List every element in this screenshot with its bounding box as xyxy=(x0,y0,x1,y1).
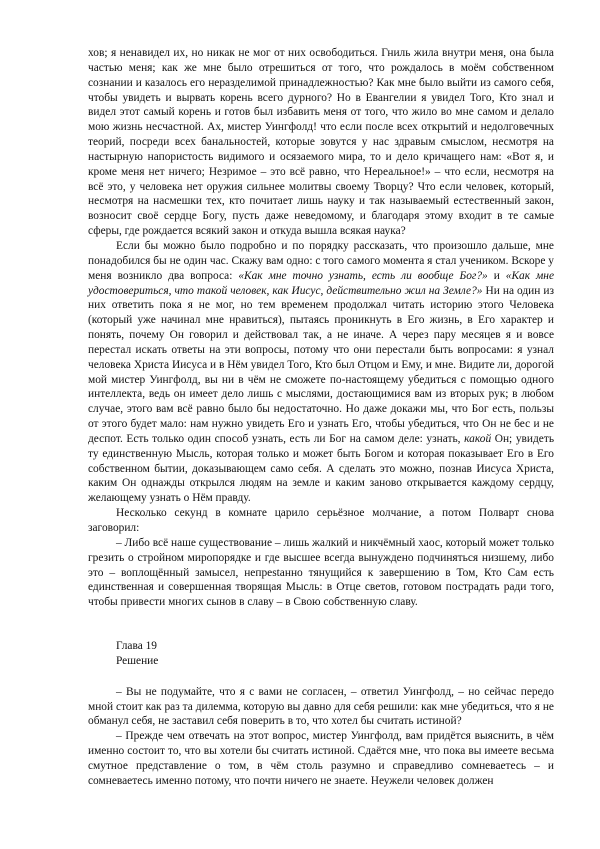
question-god-exists: «Как мне точно узнать, есть ли вообще Бог?» xyxy=(238,269,488,282)
chapter-number: Глава 19 xyxy=(116,640,157,653)
paragraph-text: Он; увидеть ту единственную Мысль, которая только и может быть Богом и которая показывает Его в Его собственном бытии, доказывающем само себя. А сделать это можно, познав Иисуса Христа, каким Он однажды открылся людям на земле и каким заново открывается каждому сердцу, желающему узнать о Нём правду. xyxy=(88,432,555,505)
paragraph-text: Если бы можно было подробно и по порядку рассказать, что произошло дальше, мне понадобился бы не один час. Скажу вам одно: с того самого момента я стал учеником. Вскоре у меня возникло два вопроса: xyxy=(88,239,554,282)
chapter-heading xyxy=(88,639,554,669)
paragraph-polwarth-answer: – Прежде чем отвечать на этот вопрос, мистер Уингфолд, вам придётся выяснить, в чём именно состоит то, что вы хотели бы считать истиной. Сдаётся мне, что пока вы имеете весьма смутное представление о том, в чём столь разумно и справедливо сомневаетесь – и сомневаетесь именно потому, что почти ничего не знаете. Неужели человек должен xyxy=(88,730,554,787)
paragraph-discipleship xyxy=(88,239,554,506)
document-page xyxy=(88,46,554,789)
paragraph-wingfold-reply: – Вы не подумайте, что я с вами не согласен, – ответил Уингфолд, – но сейчас передо мной стоит как раз та дилемма, которую вы давно для себя решили: как мне убедиться, что я не обманул себя, не заставил себя поверить в то, что хотел бы считать истиной? xyxy=(88,685,554,728)
paragraph-polwarth-speech: – Либо всё наше существование – лишь жалкий и никчёмный хаос, который может только грезить о стройном миропорядке и где высшее всегда вынуждено подчиняться низшему, либо это – воплощённый замысел, непреstанно тянущийся к завершению в Том, Кто Сам есть единственная и совершенная творящая Мысль: в Отце светов, готовом пострадать ради того, чтобы привести многих сынов в славу – в Свою собственную славу. xyxy=(88,536,555,609)
question-jesus-lived: «Как мне удостовериться, что такой человек, как Иисус, действительно жил на Земле?» xyxy=(88,269,555,297)
conjunction: и xyxy=(487,269,506,282)
paragraph-silence: Несколько секунд в комнате царило серьёзное молчание, а потом Полварт снова заговорил: xyxy=(88,507,554,534)
emphasis-kakoi: какой xyxy=(464,432,492,445)
chapter-title: Решение xyxy=(116,654,159,667)
paragraph-continued: хов; я ненавидел их, но никак не мог от них освободиться. Гниль жила внутри меня, она была частью меня; как же мне было отрешиться от того, что рождалось в моём собственном сознании и казалось его неразделимой принадлежностью? Как мне было выйти из самого себя, чтобы увидеть и вырвать корень всего дурного? Но в Евангелии я увидел Того, Кто знал и видел этот самый корень и готов был избавить меня от того, что жило во мне самом и делало мою жизнь несчастной. Ах, мистер Уингфолд! что если после всех открытий и недолговечных теорий, посреди всех банальностей, которые зовутся у нас здравым смыслом, несмотря на настырную напористость видимого и осязаемого мира, то и дело кричащего нам: «Вот я, и кроме меня нет ничего; Незримое – это всё равно, что Нереальное!» – что если, несмотря на всё это, у человека нет оружия сильнее молитвы своему Творцу? Что если человек, который, несмотря на насмешки тех, кто почитает лишь науку и так называемый естественный закон, возносит своё сердце Богу, пусть даже неведомому, и благодаря этому входит в те самые сферы, где рождается всякий закон и откуда вышла всякая наука? xyxy=(88,47,554,238)
paragraph-text: Ни на один из них ответить пока я не мог, но тем временем продолжал читать историю этого Человека (который уже начинал мне нравиться), пытаясь проникнуть в Его жизнь, в Его характер и понять, почему Он говорил и действовал так, а не иначе. А через пару месяцев я и вовсе перестал искать ответы на эти вопросы, потому что они перестали быть вопросами: я узнал человека Христа Иисуса и в Нём увидел Того, Кто был Отцом и Ему, и мне. Видите ли, дорогой мой мистер Уингфолд, вы ни в чём не сможете по-настоящему убедиться с помощью одного интеллекта, ведь он имеет дело лишь с мыслями, достающимися вам из вторых рук; в любом случае, этого вам всё равно было бы недостаточно. Но даже докажи мы, что Бог есть, пользы от этого будет мало: нам нужно увидеть Его и узнать Его, чтобы убедиться, что Он не бес и не деспот. Есть только один способ узнать, есть ли Бог на самом деле: узнать, xyxy=(88,284,554,445)
